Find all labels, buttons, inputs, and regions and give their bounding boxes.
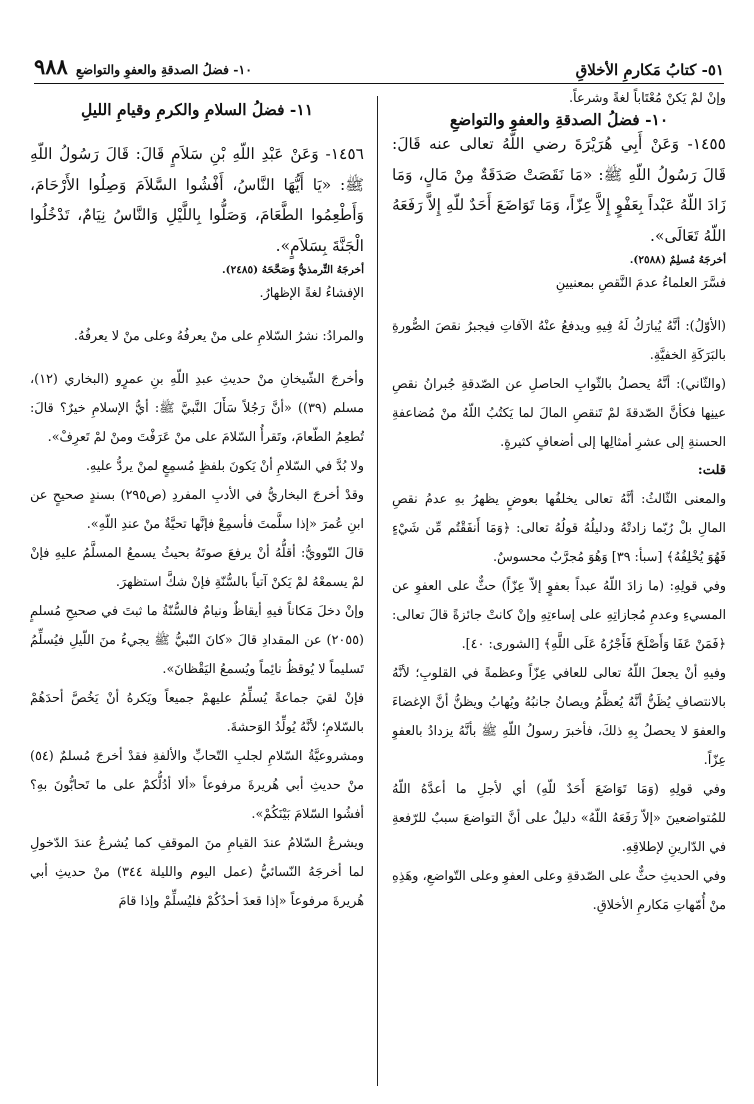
qult-label: قلت:: [697, 463, 726, 478]
left-column: [30, 88, 364, 1090]
hadith-source: أخرجَهُ مُسلِمٌ (٢٥٨٨).: [629, 254, 726, 266]
paragraph: قالَ النّوويُّ: أقلُّهُ أنْ يرفعَ صوتَهُ بحيثُ يسمعُ المسلَّمُ عليهِ فإنْ لمْ يسمعْهُ لمْ يَكنْ آتياً بالسُّنّةِ فإنْ شكَّ استظهرَ.: [30, 546, 364, 590]
section-title: ١٠- فضلُ الصدقةِ والعفوِ والتواضعِ: [449, 110, 669, 129]
hadith-text: ١٤٥٥- وَعَنْ أَبِي هُرَيْرَةَ رضي اللّهُ تعالى عنه قَالَ: قَالَ رَسُولُ اللّهِ ﷺ: «مَا نَقَصَتْ صَدَقَةٌ مِنْ مَالٍ، وَمَا زَادَ اللّهُ عَبْداً بِعَفْوٍ إِلاَّ عِزّاً، وَمَا تَوَاضَعَ أَحَدٌ للّهِ إِلاَّ رَفَعَهُ اللّهُ تَعَالَى».: [392, 135, 726, 245]
paragraph: وفيهِ أنْ يجعلَ اللّهُ تعالى للعافي عِزّاً وعظمةً في القلوبِ؛ لأنَّهُ بالانتصافِ يُظَنُّ أنَّهُ يُعظَّمُ ويصانُ جانبُهُ ويُهابُ ويظنُّ أنَّ الإغضاءَ والعفوَ لا يحصلُ بِهِ ذلكَ، فأخبرَ رسولُ اللّهِ ﷺ بأنَّهُ يزدادُ بالعفوِ عِزّاً.: [392, 666, 726, 768]
paragraph: وأخرجَ الشّيخانِ منْ حديثِ عبدِ اللّهِ بنِ عمرٍو (البخاري (١٢)، مسلم (٣٩)) «أنَّ رَجُلاً سَأَلَ النَّبيَّ ﷺ: أيُّ الإسلامِ خيرٌ؟ قالَ: تُطعِمُ الطّعامَ، وتَقرأُ السّلامَ على منْ عَرَفْتَ ومنْ لمْ تَعرِفْ».: [30, 372, 364, 445]
paragraph: وقدْ أخرجَ البخاريُّ في الأدبِ المفردِ (ص٢٩٥) بسندٍ صحيحٍ عن ابنِ عُمرَ «إذا سلَّمتَ فأسمِعْ فإنَّها تحيَّةٌ منْ عندِ اللّهِ».: [30, 488, 364, 532]
paragraph: ومشروعيَّةُ السّلامِ لجلبِ التّحابِّ والألفةِ فقدْ أخرجَ مُسلمٌ (٥٤) منْ حديثِ أبي هُريرةَ مرفوعاً «ألا أدُلُّكمْ على ما تَحابُّونَ بهِ؟ أفشُوا السّلامَ بَيْنَكُمْ».: [30, 749, 364, 822]
paragraph: وفي قولِهِ (وَمَا تَوَاضَعَ أَحَدٌ للّهِ) أي لأجلِ ما أعدَّهُ اللّهُ للمُتواضعينَ «إلاّ رَفَعَهُ اللّهُ» دليلٌ على أنَّ التواضعَ سببٌ للرّفعةِ في الدّارينِ لإطلاقِهِ.: [392, 782, 726, 855]
paragraph: والمرادُ: نشرُ السّلامِ على منْ يعرفُهُ وعلى منْ لا يعرفُهُ.: [73, 329, 364, 344]
carryover-line: وإنْ لمْ يَكنْ مُعْتَاباً لغةً وشرعاً.: [568, 91, 726, 106]
paragraph: فسَّرَ العلماءُ عدمَ النَّقصِ بمعنيينِ: [555, 276, 726, 291]
page-number: ٩٨٨: [34, 54, 68, 79]
section-title: ١١- فضلُ السلامِ والكرمِ وقيامِ الليلِ: [80, 100, 314, 119]
paragraph: الإفشاءُ لغةً الإظهارُ.: [259, 286, 364, 301]
paragraph: ويشرعُ السّلامُ عندَ القيامِ منَ الموقفِ كما يُشرعُ عندَ الدّخولِ لما أخرجَهُ النّسائيُّ (عمل اليوم والليلة ٣٤٤) منْ حديثِ أبي هُريرةَ مرفوعاً «إذا قعدَ أحدُكُمْ فليُسلِّمْ وإذا قامَ: [30, 836, 364, 909]
paragraph: (الأوّلُ): أنَّهُ يُبارَكُ لَهُ فِيهِ ويدفعُ عنْهُ الآفاتِ فيجبرُ نقصَ الصُّورةِ بالبَرَكَةِ الخفيَّةِ.: [392, 319, 726, 363]
paragraph: وفي قولِهِ: (ما زادَ اللّهُ عبداً بعفوٍ إلاّ عِزّاً) حثٌّ على العفوِ عن المسيءِ وعدمِ مُجازاتِهِ على إساءتِهِ وإنْ كانتْ جائزةً قالَ تعالى: ﴿فَمَنْ عَفَا وَأَصْلَحَ فَأَجْرُهُ عَلَى اللَّهِ﴾ [الشورى: ٤٠].: [392, 579, 726, 652]
paragraph: (والثّاني): أنَّهُ يحصلُ بالثّوابِ الحاصلِ عن الصّدقةِ جُبرانُ نقصِ عينِها فكأنَّ الصّدقةَ لمْ تَنقصِ المالَ لما يَكتُبُ اللّهُ منْ مُضاعفةِ الحسنةِ إلى عشرِ أمثالِها إلى أضعافٍ كثيرةٍ.: [392, 377, 726, 450]
paragraph: والمعنى الثّالثُ: أنَّهُ تعالى يخلفُها بعوضٍ يظهرُ بهِ عدمُ نقصِ المالِ بلْ رُبّما زادتْهُ ودليلُهُ قولُهُ تعالى: ﴿وَمَا أَنفَقْتُم مِّن شَيْءٍ فَهُوَ يُخْلِفُهُ﴾ [سبأ: ٣٩] وَهُوَ مُجرَّبٌ محسوسٌ.: [392, 492, 726, 565]
hadith-text: ١٤٥٦- وَعَنْ عَبْدِ اللّهِ بْنِ سَلاَمٍ قَالَ: قَالَ رَسُولُ اللّهِ ﷺ: «يَا أَيُّهَا النَّاسُ، أَفْشُوا السَّلاَمَ وَصِلُوا الأَرْحَامَ، وَأَطْعِمُوا الطَّعَامَ، وَصَلُّوا بِاللَّيْلِ وَالنَّاسُ نِيَامٌ، تَدْخُلُوا الْجَنَّةَ بِسَلاَمٍ».: [30, 145, 364, 255]
header-left: [34, 54, 252, 79]
paragraph: وإنْ دخلَ مَكاناً فيهِ أيقاظٌ ونيامٌ فالسُّنّةُ ما ثبتَ في صحيحِ مُسلمٍ (٢٠٥٥) عن المقدادِ قالَ «كانَ النّبيُّ ﷺ يجيءُ منَ اللّيلِ فيُسلِّمُ تَسليماً لا يُوقظُ نائِماً ويُسمعُ اليَقْظانَ».: [30, 604, 364, 677]
paragraph: ولا بُدَّ في السّلامِ أنْ يَكونَ بلفظٍ مُسمِعٍ لمنْ يردُّ عليهِ.: [85, 459, 364, 474]
chapter-title: ١٠- فضلُ الصدقةِ والعفوِ والتواضعِ: [75, 62, 252, 77]
paragraph: فإنْ لقيَ جماعةً يُسلِّمُ عليهمْ جميعاً ويَكرهُ أنْ يَخُصَّ أحدَهُمْ بالسّلامِ؛ لأنَّهُ يُولِّدُ الوَحشةَ.: [30, 691, 364, 735]
header-right: [576, 61, 724, 79]
running-header: [34, 44, 724, 84]
right-column: [392, 88, 726, 1090]
book-title: ٥١- كتابُ مَكارمِ الأخلاقِ: [575, 61, 724, 79]
paragraph: وفي الحديثِ حثٌّ على الصّدقةِ وعلى العفوِ وعلى التّواضعِ، وهَذِهِ منْ أُمّهاتِ مَكارمِ الأخلاقِ.: [392, 869, 726, 913]
column-divider: [377, 96, 378, 1086]
hadith-source: أخرجَهُ التِّرمذيُّ وَصَحَّحَهُ (٢٤٨٥).: [221, 264, 364, 276]
